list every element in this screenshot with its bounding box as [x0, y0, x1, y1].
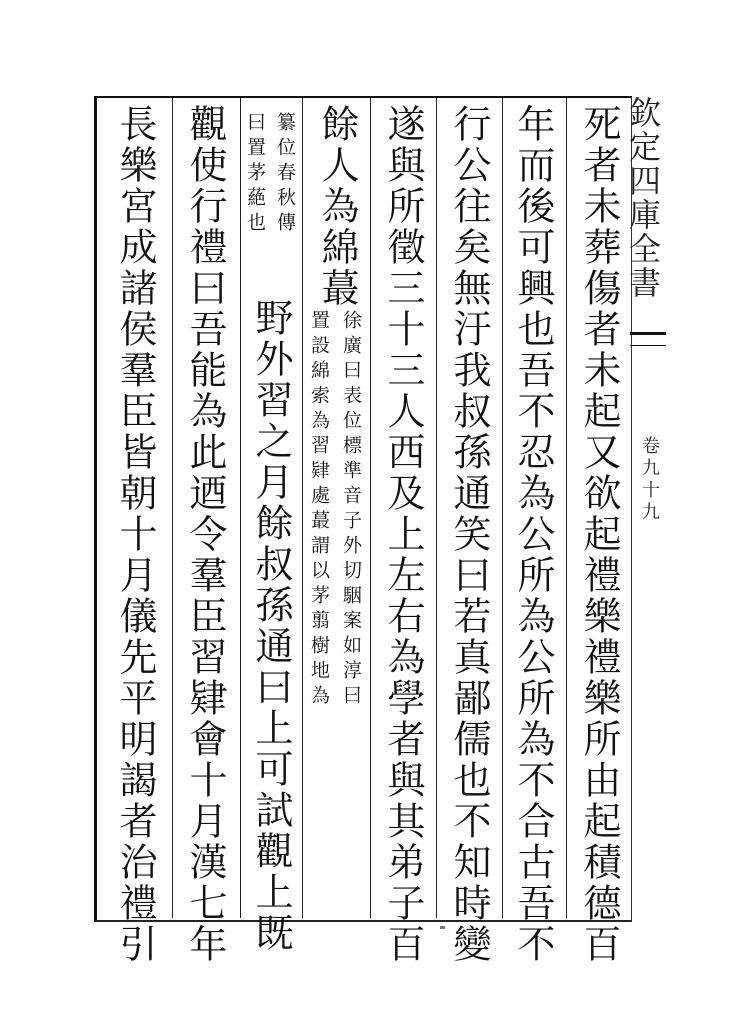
- book-title: 欽定四庫全書: [624, 96, 662, 300]
- text-column-1: 死者未葬傷者未起又欲起禮樂禮樂所由起積德百: [577, 104, 621, 965]
- ink-speck: [440, 926, 445, 929]
- fish-tail-mark: [630, 332, 666, 346]
- commentary-left: 置設綿索為習肄處蕞謂以茅翦樹地為: [308, 310, 330, 710]
- column-divider: [172, 98, 173, 918]
- text-column-6: 野外習之月餘叔孫通曰上可試觀上既: [249, 298, 293, 954]
- page-margin: [624, 96, 666, 918]
- column-divider: [436, 98, 437, 918]
- column-divider: [302, 98, 303, 918]
- commentary-right: 纂位春秋傳: [274, 112, 296, 237]
- juan-number: 卷九十九: [639, 436, 660, 524]
- column-divider: [566, 98, 567, 918]
- commentary-right: 徐廣曰表位標準音子外切駰案如淳曰: [340, 310, 362, 710]
- commentary-left: 曰置茅蕝也: [244, 112, 266, 237]
- column-divider: [240, 98, 241, 918]
- column-divider: [370, 98, 371, 918]
- text-column-3: 行公往矣無汙我叔孫通笑曰若真鄙儒也不知時變: [447, 104, 491, 965]
- text-column-7: 觀使行禮曰吾能為此迺令羣臣習肄會十月漢七年: [183, 104, 227, 965]
- text-column-5: 餘人為綿蕞: [315, 104, 359, 309]
- text-column-8: 長樂宮成諸侯羣臣皆朝十月儀先平明謁者治禮引: [113, 104, 157, 965]
- text-column-4: 遂與所徵三十三人西及上左右為學者與其弟子百: [381, 104, 425, 965]
- text-column-2: 年而後可興也吾不忍為公所為公所為不合古吾不: [511, 104, 555, 965]
- column-divider: [502, 98, 503, 918]
